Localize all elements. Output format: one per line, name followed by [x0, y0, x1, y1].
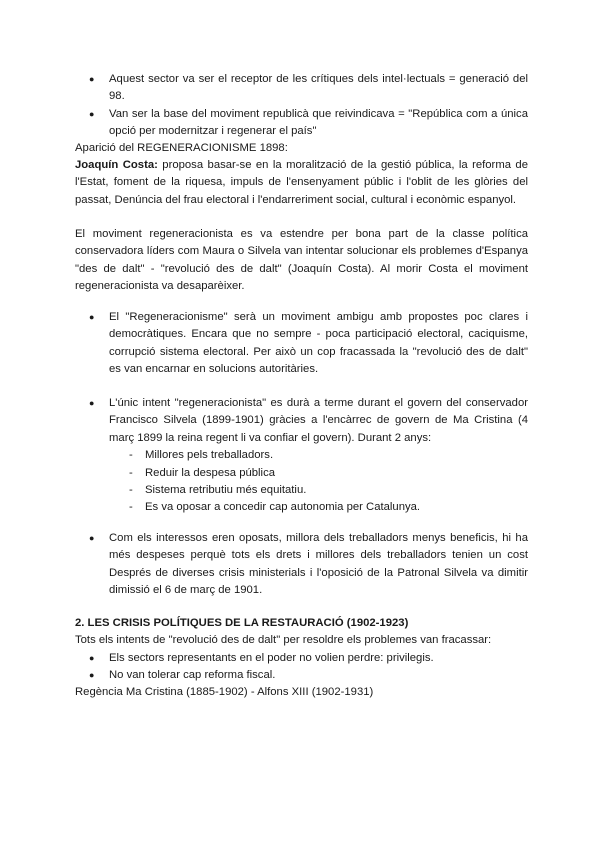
- bullet-list-ambigu: [0, 309, 600, 379]
- sub-list-item: - Sistema retributiu més equitatiu.: [109, 482, 528, 499]
- silvela-sublist: [109, 447, 528, 517]
- regeneracionisme-paragraph: El moviment regeneracionista es va estendre per bona part de la classe política conservadora líders com Maura o Silvela van intentar solucionar els problemes d'Espanya "des de dalt" - "revolució des de dalt" (Joaquín Costa). Al morir Costa el moviment regeneracionista va desaparèixer.: [75, 228, 528, 293]
- costa-text: proposa basar-se en la moralització de la gestió pública, la reforma de l'Estat, foment de la riquesa, impuls de l'ensenyament públic i l'oblit de les glòries del passat, Denúncia del frau electoral i l'endarreriment social, cultural i econòmic espanyol.: [75, 159, 528, 206]
- sub-list-item: - Reduir la despesa pública: [109, 465, 528, 482]
- sub-list-item: - Millores pels treballadors.: [109, 447, 528, 464]
- list-item: ● El "Regeneracionisme" serà un moviment ambigu amb propostes poc clares i democràtiques. Encara que no sempre - poca participació electoral, caciquisme, corrupció sistema electoral. Per això un cop fracassada la "revolució des de dalt" es van encarnar en solucions autoritàries.: [0, 309, 528, 379]
- list-item: ● Com els interessos eren oposats, millora dels treballadors menys beneficis, hi ha més despeses perquè tots els drets i millores dels treballadors tenien un cost Després de diverses crisis ministerials i l'oposició de la Patronal Silvela va dimitir dimissió el 6 de març de 1901.: [0, 530, 528, 600]
- costa-name: Joaquín Costa:: [75, 159, 158, 171]
- list-item: ● Els sectors representants en el poder no volien perdre: privilegis.: [0, 650, 528, 667]
- silvela-text: L'únic intent "regeneracionista" es durà a terme durant el govern del conservador Francisco Silvela (1899-1901) gràcies a l'encàrrec de govern de Ma Cristina (4 març 1899 la reina regent li va confiar el govern). Durant 2 anys:: [109, 397, 528, 444]
- bullet-list-sector: [0, 71, 600, 141]
- bullet-list-silvela: [0, 395, 600, 517]
- regencia-line: Regència Ma Cristina (1885-1902) - Alfons XIII (1902-1931): [75, 686, 374, 698]
- section-2-intro: Tots els intents de "revolució des de dalt" per resoldre els problemes van fracassar:: [75, 634, 492, 646]
- list-item: ● Aquest sector va ser el receptor de les crítiques dels intel·lectuals = generació del 98.: [0, 71, 528, 106]
- sub-list-item: - Es va oposar a concedir cap autonomia per Catalunya.: [109, 499, 528, 516]
- costa-paragraph: [75, 157, 528, 209]
- list-item: ● No van tolerar cap reforma fiscal.: [0, 667, 528, 684]
- list-item: ● Van ser la base del moviment republicà que reivindicava = "República com a única opció per modernitzar i regenerar el país": [0, 106, 528, 141]
- bullet-list-section-2: [0, 650, 600, 685]
- section-2-heading: 2. LES CRISIS POLÍTIQUES DE LA RESTAURACIÓ (1902-1923): [75, 617, 409, 629]
- regeneracionisme-heading: Aparició del REGENERACIONISME 1898:: [75, 142, 288, 154]
- list-item: [0, 395, 528, 517]
- bullet-list-interessos: [0, 530, 600, 600]
